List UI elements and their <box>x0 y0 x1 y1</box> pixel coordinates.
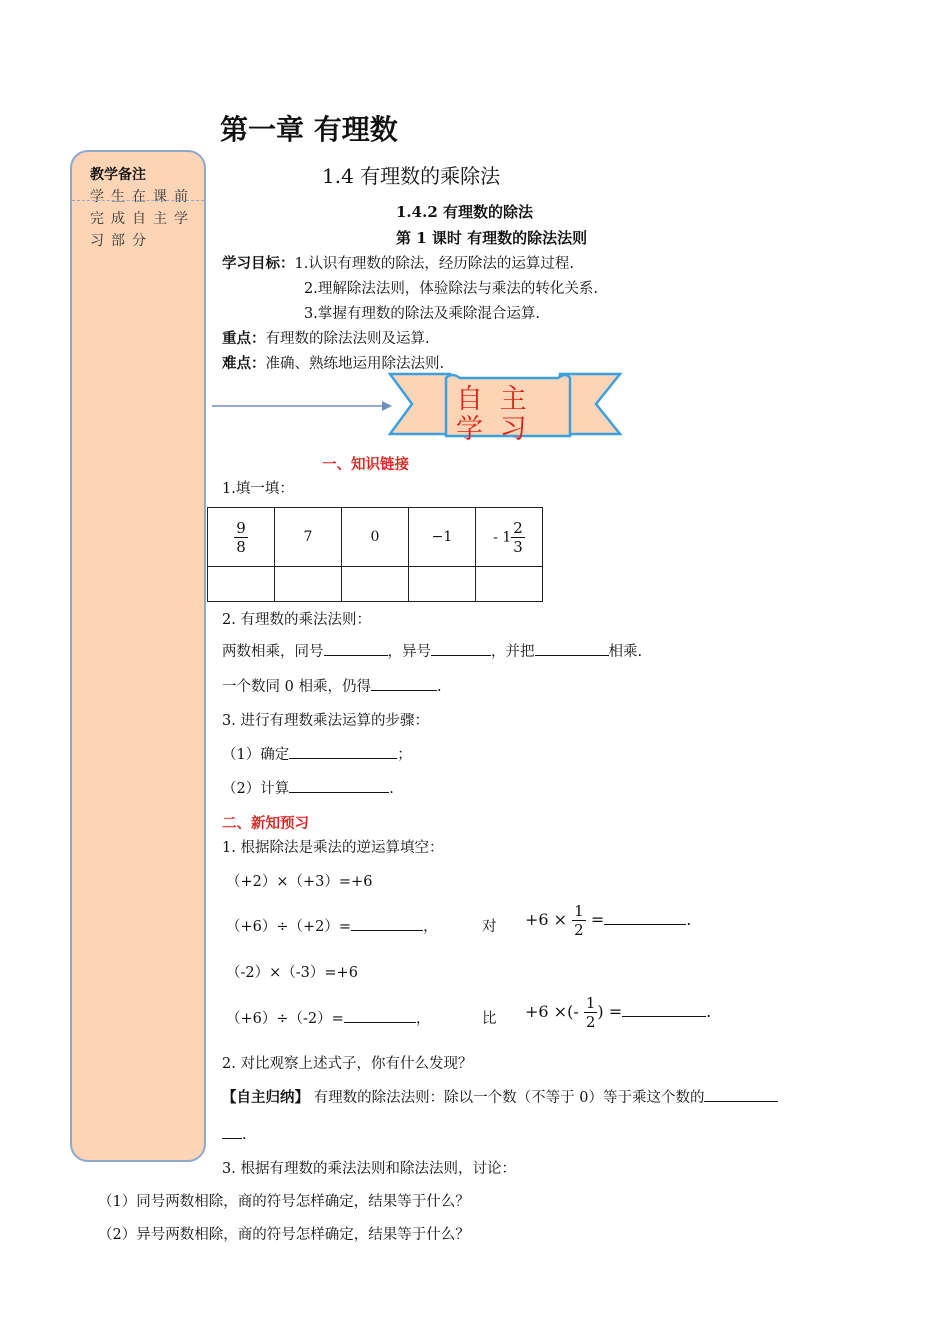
rule-text: 一个数同 0 相乘，仍得 <box>222 679 371 695</box>
sidebar-title: 教学备注 <box>90 167 146 183</box>
subsection-title: 1.4.2 有理数的除法 <box>396 203 533 221</box>
compare-expression-2: +6 ×(- $\frac{1}{2}$ ) = . <box>525 994 712 1031</box>
banner-left-tail <box>390 374 450 434</box>
answer-blank[interactable] <box>222 1124 242 1139</box>
objective-2: 2.理解除法法则，体验除法与乘法的转化关系. <box>304 281 598 297</box>
fraction <box>234 519 248 556</box>
equation-2 <box>226 915 438 936</box>
denominator: 3 <box>513 537 523 556</box>
step-text: ； <box>397 747 412 763</box>
fill-in-table <box>207 507 543 602</box>
part2-q3: 3. 根据有理数的乘法法则和除法法则，讨论： <box>222 1161 516 1177</box>
discussion-2: （2）异号两数相除，商的符号怎样确定，结果等于什么？ <box>98 1227 470 1243</box>
part1-heading: 一、知识链接 <box>322 456 409 473</box>
lesson-title: 第 1 课时 有理数的除法法则 <box>396 229 588 247</box>
part2-heading: 二、新知预习 <box>222 815 309 832</box>
rule-text: ，并把 <box>491 644 535 660</box>
table-cell: 7 <box>275 508 342 567</box>
answer-blank[interactable] <box>324 641 388 656</box>
table-cell <box>208 508 275 567</box>
answer-blank[interactable] <box>622 1002 706 1017</box>
equation-text: （+6）÷（-2）= <box>226 1011 344 1027</box>
numerator: 1 <box>574 902 584 920</box>
answer-cell[interactable] <box>275 567 342 602</box>
answer-cell[interactable] <box>476 567 543 602</box>
equation-text: ， <box>415 1011 431 1027</box>
step-text: . <box>389 781 394 797</box>
answer-blank[interactable] <box>289 744 397 759</box>
denominator: 8 <box>236 537 246 556</box>
self-study-banner-graphic <box>210 370 630 450</box>
key-point-label: 重点： <box>222 330 266 347</box>
answer-blank[interactable] <box>351 916 423 931</box>
sidebar-note-line-2: 完成自主学 <box>90 211 195 227</box>
mixed-number-prefix: - 1 <box>493 529 512 545</box>
table-row <box>208 567 543 602</box>
summary-label: 【自主归纳】 <box>222 1089 309 1106</box>
rule-text: 两数相乘，同号 <box>222 644 324 660</box>
numerator: 2 <box>513 518 523 537</box>
arrow-head-icon <box>382 401 392 411</box>
part1-q2: 2. 有理数的乘法法则： <box>222 612 371 628</box>
fraction <box>572 902 586 939</box>
zero-rule-line <box>222 675 442 696</box>
step-1 <box>222 743 412 764</box>
rule-text: ，异号 <box>387 644 431 660</box>
expression-text: ) = <box>597 1002 623 1021</box>
numerator: 1 <box>585 994 596 1012</box>
difficulty-label: 难点： <box>222 355 266 372</box>
difficulty-text: 准确、熟练地运用除法法则. <box>265 356 445 372</box>
equation-4 <box>226 1007 430 1028</box>
objectives-block <box>222 252 574 273</box>
compare-expression-1: +6 × $\frac{1}{2}$ = . <box>525 902 692 939</box>
numerator: 9 <box>236 518 246 537</box>
expression-text: +6 ×(- <box>525 1002 579 1021</box>
fraction <box>511 519 525 556</box>
objectives-label: 学习目标： <box>222 255 295 272</box>
table-cell: 0 <box>342 508 409 567</box>
denominator: 2 <box>574 921 584 939</box>
summary-text: 有理数的除法法则：除以一个数（不等于 0）等于乘这个数的 <box>309 1090 705 1106</box>
rule-text: 相乘. <box>608 644 643 660</box>
objective-1: 1.认识有理数的除法，经历除法的运算过程. <box>294 256 574 272</box>
answer-cell[interactable] <box>342 567 409 602</box>
discussion-1: （1）同号两数相除，商的符号怎样确定，结果等于什么？ <box>98 1194 470 1210</box>
equation-text: （+6）÷（+2）= <box>226 919 352 935</box>
table-cell: −1 <box>409 508 476 567</box>
answer-blank[interactable] <box>289 778 389 793</box>
equation-3: （-2）×（-3）=+6 <box>226 965 358 981</box>
answer-blank[interactable] <box>604 910 686 925</box>
objective-3: 3.掌握有理数的除法及乘除混合运算. <box>304 306 540 322</box>
table-cell <box>476 508 543 567</box>
summary-line <box>222 1086 778 1107</box>
sidebar-note-line-3: 习部分 <box>90 233 153 249</box>
multiplication-rule-line <box>222 640 642 661</box>
part2-q1: 1. 根据除法是乘法的逆运算填空： <box>222 840 444 856</box>
answer-blank[interactable] <box>704 1087 778 1102</box>
equation-text: ， <box>423 919 438 935</box>
sidebar-divider <box>72 200 204 201</box>
denominator: 2 <box>585 1013 596 1031</box>
table-row <box>208 508 543 567</box>
banner-text: 自 主 学 习 <box>456 384 531 445</box>
chapter-title: 第一章 有理数 <box>220 113 398 146</box>
key-point <box>222 327 430 348</box>
step-text: （2）计算 <box>222 781 290 797</box>
answer-blank[interactable] <box>535 641 609 656</box>
part1-q1: 1.填一填： <box>222 481 294 497</box>
sidebar-note-line-1: 学生在课前 <box>90 189 195 205</box>
equation-1: （+2）×（+3）=+6 <box>226 874 373 890</box>
section-title: 1.4 有理数的乘除法 <box>322 164 501 188</box>
key-point-text: 有理数的除法法则及运算. <box>265 331 430 347</box>
compare-word-1: 对 <box>482 919 497 935</box>
part2-q2: 2. 对比观察上述式子，你有什么发现？ <box>222 1056 473 1072</box>
expression-text: +6 × <box>525 910 568 929</box>
answer-blank[interactable] <box>344 1008 416 1023</box>
expression-text: = <box>590 910 605 929</box>
step-2 <box>222 777 394 798</box>
answer-cell[interactable] <box>409 567 476 602</box>
teaching-notes-sidebar <box>70 150 206 1162</box>
part1-q3: 3. 进行有理数乘法运算的步骤： <box>222 713 429 729</box>
fraction <box>584 994 598 1031</box>
rule-text: . <box>436 679 442 695</box>
summary-continuation: . <box>222 1124 247 1143</box>
answer-cell[interactable] <box>208 567 275 602</box>
answer-blank[interactable] <box>431 641 491 656</box>
compare-word-2: 比 <box>482 1011 497 1027</box>
answer-blank[interactable] <box>371 676 437 691</box>
step-text: （1）确定 <box>222 747 290 763</box>
